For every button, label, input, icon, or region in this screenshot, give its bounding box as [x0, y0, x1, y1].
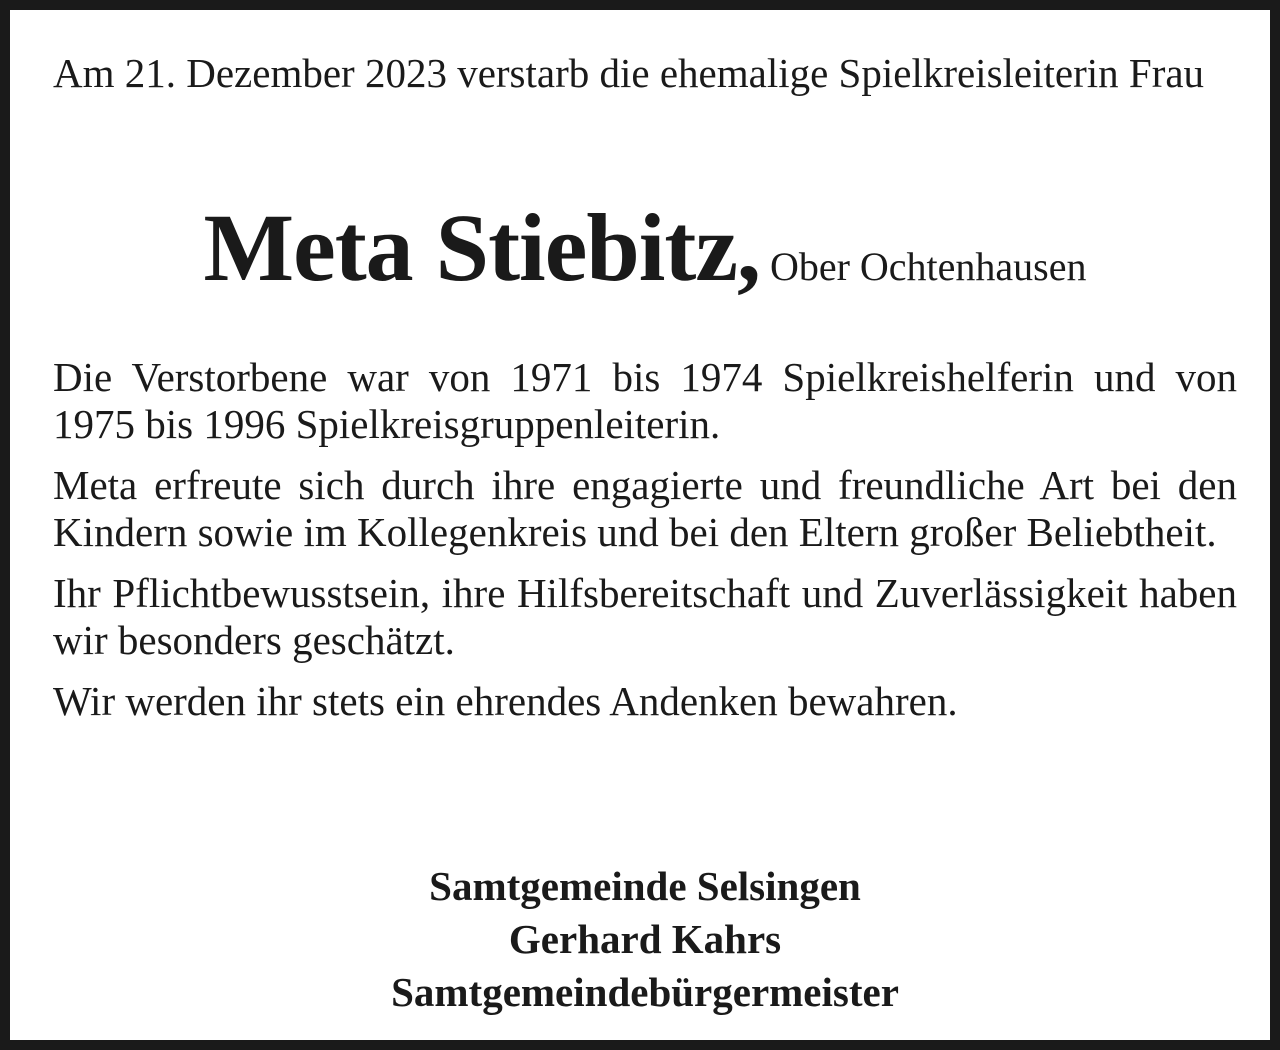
paragraph-qualities: Ihr Pflichtbewusstsein, ihre Hilfsbereitschaft und Zuverlässigkeit haben wir besonders geschätzt.	[53, 570, 1237, 663]
intro-text: Am 21. Dezember 2023 verstarb die ehemalige Spielkreisleiterin Frau	[53, 50, 1205, 96]
notice-content	[53, 50, 1237, 1015]
deceased-name: Meta Stiebitz,	[203, 194, 760, 301]
signature-person: Gerhard Kahrs	[508, 916, 782, 962]
name-line	[53, 194, 1237, 317]
deceased-place: Ober Ochtenhausen	[769, 244, 1087, 289]
signature-block	[53, 860, 1237, 1019]
signature-organization: Samtgemeinde Selsingen	[429, 863, 861, 909]
notice-body	[53, 354, 1237, 725]
paragraph-career: Die Verstorbene war von 1971 bis 1974 Spielkreishelferin und von 1975 bis 1996 Spielkreisgruppenleiterin.	[53, 354, 1237, 447]
paragraph-remembrance: Wir werden ihr stets ein ehrendes Andenken bewahren.	[53, 678, 958, 724]
signature-role: Samtgemeindebürgermeister	[391, 969, 899, 1015]
paragraph-appreciation: Meta erfreute sich durch ihre engagierte und freundliche Art bei den Kindern sowie im Kollegenkreis und bei den Eltern großer Beliebtheit.	[53, 462, 1237, 555]
